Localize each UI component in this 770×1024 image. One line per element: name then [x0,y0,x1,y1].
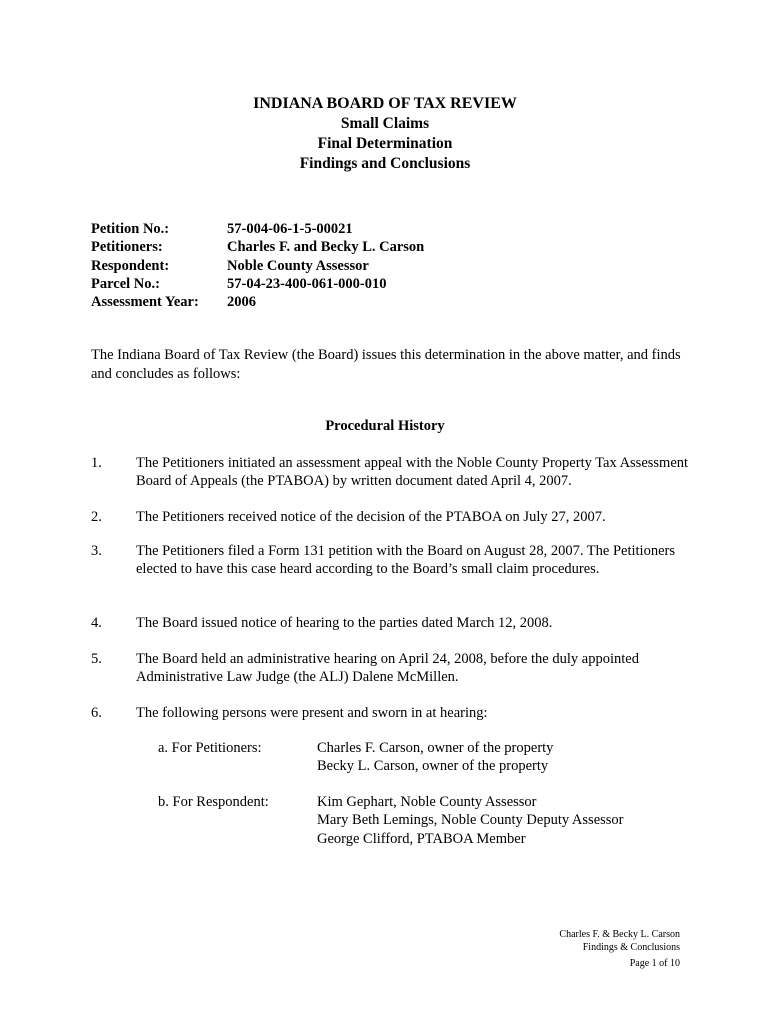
case-info-row [91,293,424,311]
attendee-name: Becky L. Carson, owner of the property [317,758,549,775]
petitioners-attendee-label: a. For Petitioners: [158,740,262,756]
case-info-row [91,275,424,293]
petition-no-label: Petition No.: [91,221,170,237]
list-item [91,650,691,687]
attendee-name: George Clifford, PTABOA Member [317,830,526,847]
list-item [91,614,691,632]
list-item [91,704,691,722]
document-subtitle-findings: Findings and Conclusions [299,155,471,172]
list-item [91,508,691,526]
list-item [91,542,691,579]
document-subtitle-small-claims: Small Claims [340,115,430,132]
item-number: 5. [91,651,102,667]
respondent-label: Respondent: [91,257,170,274]
case-info-row [91,257,424,275]
attendee-name: Charles F. Carson, owner of the property [317,740,554,756]
item-text: The Board held an administrative hearing on April 24, 2008, before the duly appointed Administrative Law Judge (the ALJ) Dalene McMillen. [136,651,639,686]
respondent-value: Noble County Assessor [227,257,369,274]
item-text: The Board issued notice of hearing to the parties dated March 12, 2008. [136,615,553,631]
case-info-row [91,238,424,256]
footer-doc-title: Findings & Conclusions [582,941,680,953]
assessment-year-value: 2006 [227,294,256,311]
item-text: The Petitioners received notice of the decision of the PTABOA on July 27, 2007. [136,509,606,525]
item-number: 2. [91,509,102,525]
page-number: Page 1 of 10 [629,958,680,969]
page-footer [559,929,680,971]
item-text: The Petitioners initiated an assessment appeal with the Noble County Property Tax Assessment Board of Appeals (the PTABOA) by written document dated April 4, 2007. [136,455,689,490]
petition-no-value: 57-004-06-1-5-00021 [227,221,353,237]
document-title: INDIANA BOARD OF TAX REVIEW [253,95,517,112]
item-text: The following persons were present and sworn in at hearing: [136,705,488,721]
item-number: 6. [91,705,102,721]
document-subtitle-final-determination: Final Determination [317,135,453,152]
attendees-respondent [158,793,624,848]
list-item [91,454,691,491]
respondent-attendee-label: b. For Respondent: [158,794,269,810]
attendee-name: Kim Gephart, Noble County Assessor [317,794,537,810]
parcel-no-value: 57-04-23-400-061-000-010 [227,275,387,292]
section-heading: Procedural History [325,418,445,434]
assessment-year-label: Assessment Year: [91,294,199,311]
petitioners-value: Charles F. and Becky L. Carson [227,239,425,256]
case-info-block [91,220,424,311]
parcel-no-label: Parcel No.: [91,275,160,292]
item-text: The Petitioners filed a Form 131 petition with the Board on August 28, 2007. The Petitioners elected to have this case heard according to the Board’s small claim procedures. [136,543,675,578]
intro-paragraph: The Indiana Board of Tax Review (the Board) issues this determination in the above matter, and finds and concludes as follows: [91,347,681,382]
item-number: 3. [91,543,102,559]
footer-case-name: Charles F. & Becky L. Carson [559,929,680,940]
case-info-row [91,220,424,238]
attendees-petitioners [158,739,553,776]
item-number: 4. [91,615,102,631]
petitioners-label: Petitioners: [91,239,163,256]
document-header [0,94,770,174]
item-number: 1. [91,455,102,471]
attendee-name: Mary Beth Lemings, Noble County Deputy Assessor [317,812,624,829]
